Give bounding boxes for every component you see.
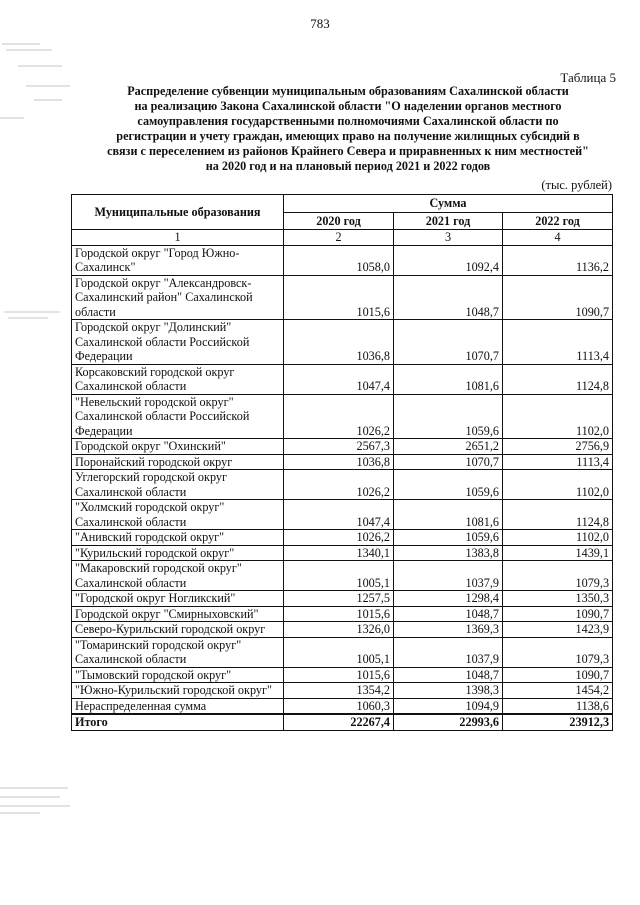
table-row	[72, 470, 613, 500]
table-row	[72, 530, 613, 546]
total-row	[72, 714, 613, 730]
value-2020: 1015,6	[284, 606, 394, 622]
table-row	[72, 320, 613, 365]
header-year-2022: 2022 год	[503, 212, 613, 230]
total-2020: 22267,4	[284, 714, 394, 730]
value-2020: 1058,0	[284, 245, 394, 275]
value-2022: 1079,3	[503, 637, 613, 667]
value-2022: 1102,0	[503, 470, 613, 500]
value-2022: 1113,4	[503, 454, 613, 470]
page-number: 783	[310, 16, 330, 31]
table-row	[72, 439, 613, 455]
document-title	[78, 84, 618, 174]
table-row	[72, 591, 613, 607]
value-2021: 1398,3	[394, 683, 503, 699]
value-2020: 1005,1	[284, 637, 394, 667]
value-2021: 1094,9	[394, 698, 503, 714]
municipality-name: Поронайский городской округ	[72, 454, 284, 470]
municipality-name: "Томаринский городской округ" Сахалинской области	[72, 637, 284, 667]
subsidy-distribution-table	[71, 194, 613, 731]
value-2020: 1026,2	[284, 530, 394, 546]
title-line: регистрации и учету граждан, имеющих право на получение жилищных субсидий в	[116, 129, 580, 143]
value-2021: 1070,7	[394, 454, 503, 470]
value-2020: 1047,4	[284, 500, 394, 530]
municipality-name: Нераспределенная сумма	[72, 698, 284, 714]
total-2021: 22993,6	[394, 714, 503, 730]
value-2022: 1090,7	[503, 275, 613, 320]
value-2020: 1060,3	[284, 698, 394, 714]
municipality-name: "Тымовский городской округ"	[72, 667, 284, 683]
title-line: на реализацию Закона Сахалинской области "О наделении органов местного	[134, 99, 562, 113]
value-2021: 1048,7	[394, 606, 503, 622]
table-row	[72, 245, 613, 275]
value-2020: 1257,5	[284, 591, 394, 607]
value-2022: 1423,9	[503, 622, 613, 638]
municipality-name: Углегорский городской округ Сахалинской области	[72, 470, 284, 500]
header-sum: Сумма	[284, 195, 613, 213]
total-label: Итого	[72, 714, 284, 730]
municipality-name: "Невельский городской округ" Сахалинской области Российской Федерации	[72, 394, 284, 439]
column-number: 4	[503, 230, 613, 246]
title-line: на 2020 год и на плановый период 2021 и 2022 годов	[205, 159, 491, 173]
column-number: 2	[284, 230, 394, 246]
value-2020: 1005,1	[284, 561, 394, 591]
value-2021: 1383,8	[394, 545, 503, 561]
value-2021: 1369,3	[394, 622, 503, 638]
municipality-name: Городской округ "Смирныховский"	[72, 606, 284, 622]
table-row	[72, 637, 613, 667]
municipality-name: Городской округ "Долинский" Сахалинской области Российской Федерации	[72, 320, 284, 365]
value-2020: 1047,4	[284, 364, 394, 394]
value-2020: 1015,6	[284, 667, 394, 683]
value-2022: 1138,6	[503, 698, 613, 714]
title-line: Распределение субвенции муниципальным образованиям Сахалинской области	[127, 84, 569, 98]
table-row	[72, 500, 613, 530]
municipality-name: "Городской округ Ногликский"	[72, 591, 284, 607]
municipality-name: "Южно-Курильский городской округ"	[72, 683, 284, 699]
value-2020: 1036,8	[284, 320, 394, 365]
value-2022: 1439,1	[503, 545, 613, 561]
value-2022: 1102,0	[503, 530, 613, 546]
municipality-name: "Макаровский городской округ" Сахалинской области	[72, 561, 284, 591]
value-2021: 1092,4	[394, 245, 503, 275]
title-line: связи с переселением из районов Крайнего Севера и приравненных к ним местностей"	[107, 144, 589, 158]
value-2020: 2567,3	[284, 439, 394, 455]
value-2022: 1124,8	[503, 500, 613, 530]
value-2021: 1059,6	[394, 530, 503, 546]
value-2021: 1037,9	[394, 561, 503, 591]
table-row	[72, 364, 613, 394]
municipality-name: Городской округ "Город Южно-Сахалинск"	[72, 245, 284, 275]
value-2021: 1059,6	[394, 470, 503, 500]
value-2021: 1059,6	[394, 394, 503, 439]
value-2022: 1113,4	[503, 320, 613, 365]
value-2021: 1037,9	[394, 637, 503, 667]
table-row	[72, 275, 613, 320]
table-row	[72, 683, 613, 699]
value-2021: 2651,2	[394, 439, 503, 455]
value-2022: 1102,0	[503, 394, 613, 439]
municipality-name: "Холмский городской округ" Сахалинской области	[72, 500, 284, 530]
value-2020: 1026,2	[284, 470, 394, 500]
municipality-name: "Курильский городской округ"	[72, 545, 284, 561]
value-2021: 1048,7	[394, 275, 503, 320]
units-label: (тыс. рублей)	[541, 178, 612, 192]
table-row	[72, 667, 613, 683]
value-2022: 1124,8	[503, 364, 613, 394]
table-row	[72, 454, 613, 470]
municipality-name: Городской округ "Александровск-Сахалинский район" Сахалинской области	[72, 275, 284, 320]
municipality-name: Северо-Курильский городской округ	[72, 622, 284, 638]
value-2022: 2756,9	[503, 439, 613, 455]
value-2022: 1454,2	[503, 683, 613, 699]
value-2022: 1090,7	[503, 667, 613, 683]
table-row	[72, 545, 613, 561]
municipality-name: Корсаковский городской округ Сахалинской области	[72, 364, 284, 394]
value-2021: 1048,7	[394, 667, 503, 683]
value-2021: 1070,7	[394, 320, 503, 365]
value-2020: 1015,6	[284, 275, 394, 320]
total-2022: 23912,3	[503, 714, 613, 730]
value-2022: 1079,3	[503, 561, 613, 591]
value-2022: 1136,2	[503, 245, 613, 275]
value-2021: 1081,6	[394, 500, 503, 530]
value-2021: 1081,6	[394, 364, 503, 394]
value-2020: 1036,8	[284, 454, 394, 470]
value-2020: 1326,0	[284, 622, 394, 638]
column-number: 3	[394, 230, 503, 246]
value-2020: 1354,2	[284, 683, 394, 699]
scan-noise-marks	[0, 0, 76, 905]
table-row	[72, 622, 613, 638]
header-year-2021: 2021 год	[394, 212, 503, 230]
value-2021: 1298,4	[394, 591, 503, 607]
table-row	[72, 561, 613, 591]
table-row	[72, 606, 613, 622]
table-row	[72, 698, 613, 714]
header-year-2020: 2020 год	[284, 212, 394, 230]
column-number: 1	[72, 230, 284, 246]
title-line: самоуправления государственными полномочиями Сахалинской области по	[137, 114, 559, 128]
municipality-name: "Анивский городской округ"	[72, 530, 284, 546]
value-2020: 1340,1	[284, 545, 394, 561]
municipality-name: Городской округ "Охинский"	[72, 439, 284, 455]
value-2020: 1026,2	[284, 394, 394, 439]
value-2022: 1090,7	[503, 606, 613, 622]
value-2022: 1350,3	[503, 591, 613, 607]
table-row	[72, 394, 613, 439]
table-label: Таблица 5	[560, 70, 616, 85]
header-municipality: Муниципальные образования	[72, 195, 284, 230]
